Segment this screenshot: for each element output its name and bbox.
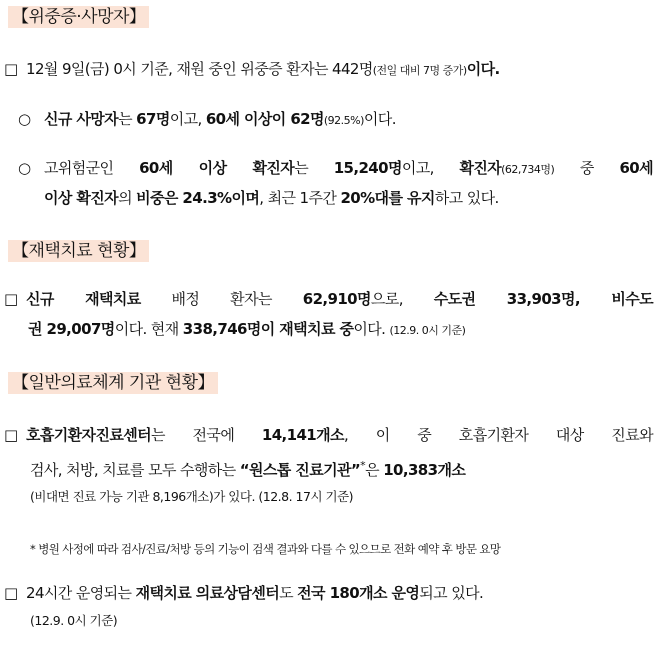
text: 는	[118, 110, 137, 128]
text-bold: 60세	[619, 159, 654, 177]
paragraph-consultation-center-line2: (12.9. 0시 기준)	[30, 613, 118, 628]
section-heading-general-medical: 【일반의료체계 기관 현황】	[8, 372, 218, 394]
text: 되고 있다.	[419, 584, 484, 602]
text-bold: 338,746명이 재택치료 중	[182, 320, 354, 338]
section-heading-home-treatment: 【재택치료 현황】	[8, 240, 149, 262]
paragraph-home-treatment-line2	[28, 314, 653, 346]
text-small: (전일 대비 7명 증가)	[372, 64, 467, 77]
text-bold: 20%대를 유지	[340, 189, 435, 207]
text: 24시간 운영되는	[26, 584, 136, 602]
text: 검사, 처방, 치료를 모두 수행하는	[30, 461, 240, 479]
square-bullet: □	[4, 584, 18, 602]
text-bold: 재택치료 의료상담센터	[135, 584, 280, 602]
text: 이다.	[363, 110, 396, 128]
text: 12월 9일(금) 0시 기준, 재원 중인 위중증 환자는 442명	[26, 60, 373, 78]
text-bold: 67명	[136, 110, 170, 128]
paragraph-home-treatment-line1	[4, 284, 653, 314]
text: 의	[118, 189, 137, 207]
paragraph-consultation-center-line1	[4, 578, 653, 608]
text-bold: 신규 사망자	[44, 110, 119, 128]
paragraph-new-deaths	[4, 104, 653, 136]
text-bold: 신규 재택치료	[26, 290, 141, 308]
text: 중	[554, 159, 620, 177]
text-bold: 권 29,007명	[28, 320, 115, 338]
text: 하고 있다.	[434, 189, 499, 207]
text-bold: 15,240명	[333, 159, 402, 177]
circle-bullet: ○	[18, 159, 31, 177]
text-bold: 이다.	[466, 60, 500, 78]
text: 는	[294, 159, 334, 177]
text: 이다. 현재	[114, 320, 183, 338]
text-small: (12.9. 0시 기준)	[389, 324, 466, 337]
text: 도	[279, 584, 298, 602]
paragraph-respiratory-center-line3: (비대면 진료 가능 기관 8,196개소)가 있다. (12.8. 17시 기준)	[30, 489, 354, 504]
paragraph-respiratory-center-line1	[4, 420, 653, 450]
section-heading-critical-deaths: 【위중증·사망자】	[8, 6, 149, 28]
paragraph-critical-patients	[4, 54, 653, 86]
text-bold: 호흡기환자진료센터	[26, 426, 152, 444]
text: 이고,	[401, 159, 460, 177]
text-small: (62,734명)	[501, 163, 555, 176]
circle-bullet: ○	[18, 110, 31, 128]
footnote-mark: *	[360, 459, 366, 472]
text-bold: 수도권 33,903명, 비수도	[433, 290, 654, 308]
text-small: (92.5%)	[323, 114, 364, 127]
text: 이다.	[353, 320, 390, 338]
text-bold: “원스톱 진료기관”	[239, 461, 361, 479]
paragraph-high-risk-line1	[4, 153, 653, 185]
paragraph-high-risk-line2	[44, 183, 653, 213]
square-bullet: □	[4, 60, 18, 78]
paragraph-respiratory-center-line2	[30, 451, 653, 485]
square-bullet: □	[4, 290, 18, 308]
text: 으로,	[370, 290, 434, 308]
text: 는 전국에	[151, 426, 262, 444]
text: 배정 환자는	[140, 290, 303, 308]
text: , 최근 1주간	[259, 189, 341, 207]
text-bold: 60세 이상 확진자	[139, 159, 295, 177]
text-bold: 62,910명	[302, 290, 371, 308]
text-bold: 확진자	[459, 159, 502, 177]
text-bold: 이상 확진자	[44, 189, 119, 207]
text: 은	[365, 461, 384, 479]
text: 이고,	[169, 110, 206, 128]
text-bold: 비중은 24.3%이며	[136, 189, 260, 207]
text-bold: 60세 이상이 62명	[205, 110, 324, 128]
text: 고위험군인	[44, 159, 140, 177]
text-bold: 10,383개소	[383, 461, 466, 479]
square-bullet: □	[4, 426, 18, 444]
text-bold: 전국 180개소 운영	[297, 584, 420, 602]
text-bold: 14,141개소	[261, 426, 344, 444]
footnote: * 병원 사정에 따라 검사/진료/처방 등의 기능이 검색 결과와 다를 수 있으므로 전화 예약 후 방문 요망	[30, 542, 501, 556]
text: , 이 중 호흡기환자 대상 진료와	[343, 426, 653, 444]
